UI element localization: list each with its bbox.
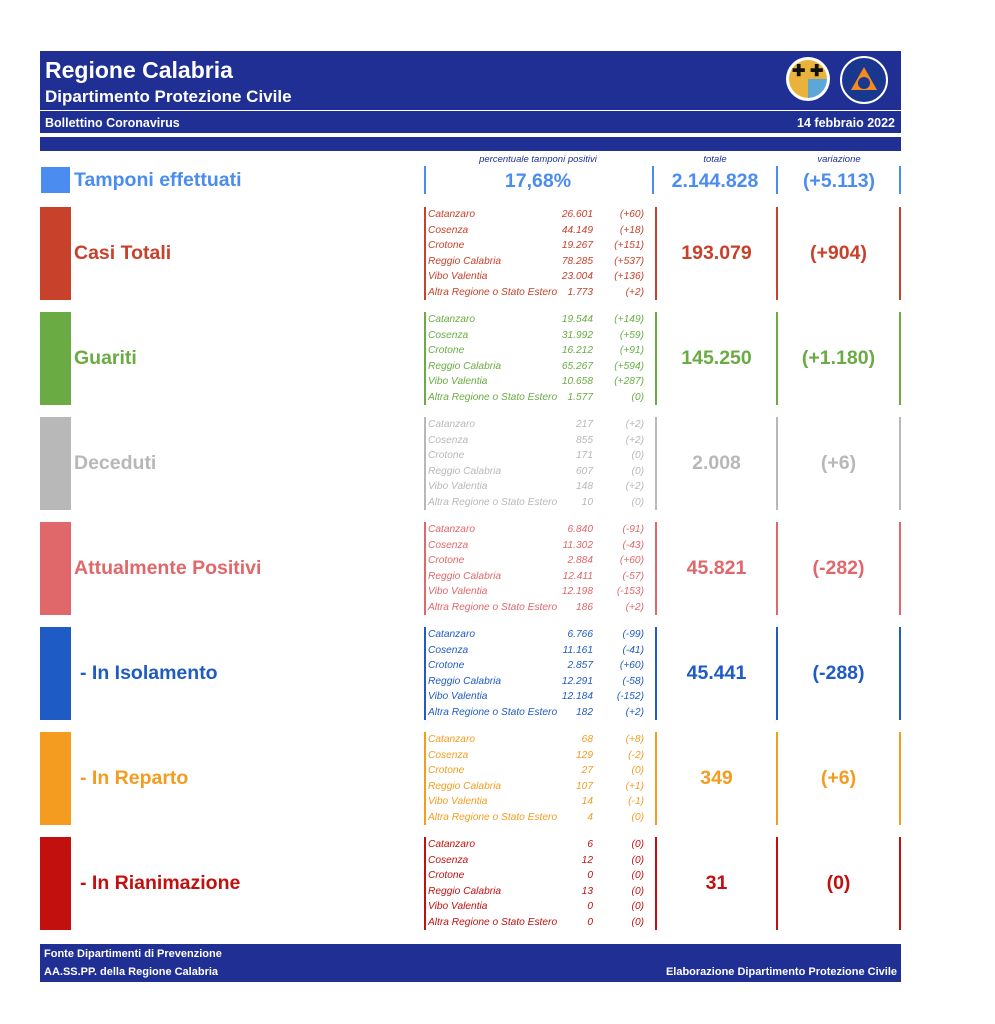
section-color-bar <box>40 732 71 825</box>
province-name: Reggio Calabria <box>428 780 502 792</box>
province-name: Altra Regione o Stato Estero <box>428 496 558 508</box>
province-row <box>428 569 660 585</box>
province-delta: (+1) <box>625 780 644 792</box>
province-delta: (-152) <box>616 691 644 702</box>
section-color-bar <box>40 627 71 720</box>
province-row <box>428 269 660 285</box>
province-row <box>428 794 660 810</box>
province-value: 68 <box>581 734 593 745</box>
province-delta: (+60) <box>619 660 644 671</box>
province-value: 1.773 <box>567 286 593 298</box>
province-row <box>428 584 660 600</box>
province-row <box>428 254 660 270</box>
province-list <box>428 837 660 930</box>
province-delta: (+594) <box>614 360 644 372</box>
header-band <box>40 137 901 151</box>
section-variation: (+6) <box>820 452 857 474</box>
perc-column-header: percentuale tamponi positivi <box>479 154 597 165</box>
section-divider <box>424 417 426 510</box>
province-name: Vibo Valentia <box>428 271 488 282</box>
province-delta: (0) <box>631 870 644 881</box>
header-banner <box>40 51 901 133</box>
province-value: 12.411 <box>562 570 593 582</box>
province-value: 4 <box>587 811 593 823</box>
province-name: Catanzaro <box>428 209 476 220</box>
section-divider <box>899 312 901 405</box>
province-delta: (+60) <box>619 555 644 566</box>
province-value: 0 <box>587 870 593 881</box>
province-list <box>428 417 660 510</box>
province-delta: (+91) <box>619 345 644 356</box>
province-value: 182 <box>576 706 593 718</box>
province-value: 0 <box>587 916 593 928</box>
province-value: 129 <box>576 749 593 761</box>
section-divider <box>424 837 426 930</box>
province-name: Crotone <box>428 240 465 251</box>
province-list <box>428 207 660 300</box>
province-row <box>428 223 660 239</box>
variation-column-header: variazione <box>817 154 861 165</box>
province-row <box>428 837 660 853</box>
province-value: 11.161 <box>562 644 593 656</box>
section-label: - In Rianimazione <box>80 872 241 894</box>
section-total: 45.441 <box>686 662 747 684</box>
province-delta: (0) <box>631 465 644 477</box>
province-delta: (0) <box>631 901 644 912</box>
section-divider <box>424 207 426 300</box>
province-name: Altra Regione o Stato Estero <box>428 286 558 298</box>
total-column-header: totale <box>703 154 727 165</box>
province-value: 31.992 <box>561 329 593 341</box>
province-delta: (+18) <box>619 224 644 236</box>
province-value: 16.212 <box>561 345 593 356</box>
province-row <box>428 748 660 764</box>
region-title: Regione Calabria <box>45 57 233 83</box>
province-name: Catanzaro <box>428 524 476 535</box>
province-row <box>428 884 660 900</box>
tamponi-total: 2.144.828 <box>671 170 759 192</box>
province-delta: (-91) <box>622 524 644 535</box>
section-variation: (+6) <box>820 767 857 789</box>
province-delta: (-43) <box>622 539 644 551</box>
section-variation: (-282) <box>812 557 865 579</box>
province-row <box>428 643 660 659</box>
regione-calabria-logo: ✚ ✚ <box>786 57 830 101</box>
province-name: Vibo Valentia <box>428 481 488 492</box>
province-delta: (+136) <box>614 271 644 282</box>
province-value: 10.658 <box>561 376 593 387</box>
province-delta: (0) <box>631 916 644 928</box>
province-row <box>428 732 660 748</box>
header-divider <box>40 110 901 111</box>
tamponi-percent: 17,68% <box>504 170 572 192</box>
province-delta: (+287) <box>614 376 644 387</box>
section-total: 45.821 <box>686 557 747 579</box>
province-delta: (+2) <box>625 286 644 298</box>
footer-credit: Elaborazione Dipartimento Protezione Civile <box>665 966 897 978</box>
province-delta: (+2) <box>625 706 644 718</box>
province-name: Altra Regione o Stato Estero <box>428 811 558 823</box>
province-row <box>428 495 660 511</box>
section-divider <box>899 627 901 720</box>
province-name: Cosenza <box>428 644 469 656</box>
section-divider <box>899 522 901 615</box>
province-row <box>428 390 660 406</box>
province-row <box>428 868 660 884</box>
province-name: Vibo Valentia <box>428 691 488 702</box>
province-name: Altra Regione o Stato Estero <box>428 391 558 403</box>
footer-source-line1: Fonte Dipartimenti di Prevenzione <box>44 948 222 960</box>
province-delta: (-1) <box>628 796 644 807</box>
province-value: 607 <box>576 465 593 477</box>
province-name: Crotone <box>428 345 465 356</box>
province-value: 12 <box>581 854 593 866</box>
section-color-bar <box>40 312 71 405</box>
province-delta: (+151) <box>614 240 644 251</box>
tamponi-variation: (+5.113) <box>802 170 876 192</box>
province-delta: (+149) <box>614 314 644 325</box>
province-name: Vibo Valentia <box>428 796 488 807</box>
province-row <box>428 553 660 569</box>
province-row <box>428 538 660 554</box>
province-delta: (+8) <box>625 734 644 745</box>
section-total: 145.250 <box>681 347 752 369</box>
section-total: 193.079 <box>681 242 752 264</box>
province-value: 65.267 <box>561 360 593 372</box>
province-row <box>428 417 660 433</box>
section-divider <box>899 207 901 300</box>
province-row <box>428 899 660 915</box>
province-value: 1.577 <box>567 391 593 403</box>
department-subtitle: Dipartimento Protezione Civile <box>45 87 292 106</box>
section-divider <box>424 732 426 825</box>
tamponi-divider <box>899 166 901 194</box>
province-name: Crotone <box>428 555 465 566</box>
province-delta: (-99) <box>622 629 644 640</box>
province-list <box>428 732 660 825</box>
province-value: 10 <box>581 496 593 508</box>
province-row <box>428 464 660 480</box>
section-divider <box>899 732 901 825</box>
province-name: Cosenza <box>428 434 469 446</box>
province-name: Reggio Calabria <box>428 360 502 372</box>
province-name: Crotone <box>428 660 465 671</box>
province-row <box>428 312 660 328</box>
province-row <box>428 853 660 869</box>
province-delta: (+2) <box>625 434 644 446</box>
province-row <box>428 674 660 690</box>
province-delta: (+2) <box>625 481 644 492</box>
province-value: 855 <box>576 434 593 446</box>
province-list <box>428 522 660 615</box>
section-divider <box>424 627 426 720</box>
province-value: 19.544 <box>561 314 593 325</box>
province-name: Vibo Valentia <box>428 376 488 387</box>
bulletin-date: 14 febbraio 2022 <box>797 116 895 130</box>
province-row <box>428 343 660 359</box>
province-row <box>428 479 660 495</box>
province-name: Crotone <box>428 765 465 776</box>
province-name: Cosenza <box>428 329 469 341</box>
footer-source-line2: AA.SS.PP. della Regione Calabria <box>44 966 219 978</box>
section-label: Casi Totali <box>74 242 172 264</box>
province-name: Crotone <box>428 450 465 461</box>
section-label: - In Isolamento <box>80 662 218 684</box>
province-delta: (0) <box>631 811 644 823</box>
province-row <box>428 658 660 674</box>
province-delta: (-153) <box>616 586 644 597</box>
province-name: Catanzaro <box>428 629 476 640</box>
province-value: 13 <box>581 885 593 897</box>
province-value: 6.766 <box>567 629 593 640</box>
province-name: Altra Regione o Stato Estero <box>428 916 558 928</box>
province-list <box>428 627 660 720</box>
province-row <box>428 763 660 779</box>
province-delta: (0) <box>631 496 644 508</box>
section-total: 2.008 <box>692 452 741 474</box>
footer-banner <box>40 944 901 982</box>
province-name: Cosenza <box>428 539 469 551</box>
province-row <box>428 207 660 223</box>
province-value: 19.267 <box>561 240 593 251</box>
province-value: 217 <box>576 419 593 430</box>
province-value: 107 <box>576 780 593 792</box>
province-name: Cosenza <box>428 224 469 236</box>
province-row <box>428 779 660 795</box>
section-divider <box>899 837 901 930</box>
province-name: Vibo Valentia <box>428 586 488 597</box>
province-row <box>428 433 660 449</box>
province-value: 6 <box>587 839 593 850</box>
province-name: Altra Regione o Stato Estero <box>428 601 558 613</box>
province-row <box>428 600 660 616</box>
section-total: 31 <box>705 872 728 894</box>
province-row <box>428 810 660 826</box>
province-delta: (0) <box>631 854 644 866</box>
province-row <box>428 705 660 721</box>
province-value: 148 <box>576 481 593 492</box>
province-name: Reggio Calabria <box>428 570 502 582</box>
province-row <box>428 359 660 375</box>
province-value: 26.601 <box>561 209 593 220</box>
province-delta: (+60) <box>619 209 644 220</box>
province-value: 14 <box>581 796 593 807</box>
bulletin-title: Bollettino Coronavirus <box>45 116 180 130</box>
province-row <box>428 238 660 254</box>
section-variation: (+904) <box>810 242 867 264</box>
province-delta: (-41) <box>622 644 644 656</box>
province-row <box>428 448 660 464</box>
province-row <box>428 627 660 643</box>
province-value: 6.840 <box>567 524 593 535</box>
section-divider <box>424 312 426 405</box>
province-name: Cosenza <box>428 749 469 761</box>
section-total: 349 <box>700 767 733 789</box>
section-label: Attualmente Positivi <box>74 557 262 579</box>
province-row <box>428 374 660 390</box>
province-value: 23.004 <box>561 271 593 282</box>
province-name: Catanzaro <box>428 839 476 850</box>
province-row <box>428 915 660 931</box>
tamponi-label: Tamponi effettuati <box>74 169 242 191</box>
province-name: Reggio Calabria <box>428 885 502 897</box>
section-variation: (-288) <box>812 662 865 684</box>
province-delta: (+2) <box>625 419 644 430</box>
province-value: 12.291 <box>561 675 593 687</box>
province-delta: (+537) <box>614 255 644 267</box>
section-label: Deceduti <box>74 452 157 474</box>
province-name: Catanzaro <box>428 419 476 430</box>
province-row <box>428 689 660 705</box>
province-delta: (-2) <box>628 749 644 761</box>
province-value: 78.285 <box>561 255 593 267</box>
section-color-bar <box>40 837 71 930</box>
province-value: 186 <box>576 601 593 613</box>
section-divider <box>899 417 901 510</box>
province-name: Cosenza <box>428 854 469 866</box>
province-delta: (0) <box>631 391 644 403</box>
section-label: Guariti <box>74 347 137 369</box>
province-name: Reggio Calabria <box>428 255 502 267</box>
province-value: 11.302 <box>562 539 593 551</box>
tamponi-color-square <box>41 167 70 193</box>
province-name: Catanzaro <box>428 734 476 745</box>
province-value: 12.184 <box>561 691 593 702</box>
province-name: Catanzaro <box>428 314 476 325</box>
province-name: Altra Regione o Stato Estero <box>428 706 558 718</box>
province-value: 2.857 <box>567 660 593 671</box>
province-name: Crotone <box>428 870 465 881</box>
section-divider <box>424 522 426 615</box>
province-delta: (+59) <box>619 329 644 341</box>
province-name: Reggio Calabria <box>428 465 502 477</box>
section-color-bar <box>40 522 71 615</box>
province-row <box>428 285 660 301</box>
province-row <box>428 328 660 344</box>
section-variation: (0) <box>826 872 851 894</box>
province-list <box>428 312 660 405</box>
section-label: - In Reparto <box>80 767 189 789</box>
province-delta: (0) <box>631 765 644 776</box>
province-row <box>428 522 660 538</box>
province-value: 2.884 <box>567 555 593 566</box>
province-name: Vibo Valentia <box>428 901 488 912</box>
province-value: 12.198 <box>561 586 593 597</box>
province-delta: (0) <box>631 450 644 461</box>
province-delta: (0) <box>631 839 644 850</box>
protezione-civile-logo <box>840 56 888 104</box>
province-delta: (+2) <box>625 601 644 613</box>
province-delta: (0) <box>631 885 644 897</box>
section-variation: (+1.180) <box>801 347 876 369</box>
province-value: 27 <box>581 765 593 776</box>
section-color-bar <box>40 417 71 510</box>
province-name: Reggio Calabria <box>428 675 502 687</box>
province-delta: (-57) <box>622 570 644 582</box>
province-value: 44.149 <box>561 224 593 236</box>
province-delta: (-58) <box>622 675 644 687</box>
section-color-bar <box>40 207 71 300</box>
province-value: 171 <box>576 450 593 461</box>
province-value: 0 <box>587 901 593 912</box>
